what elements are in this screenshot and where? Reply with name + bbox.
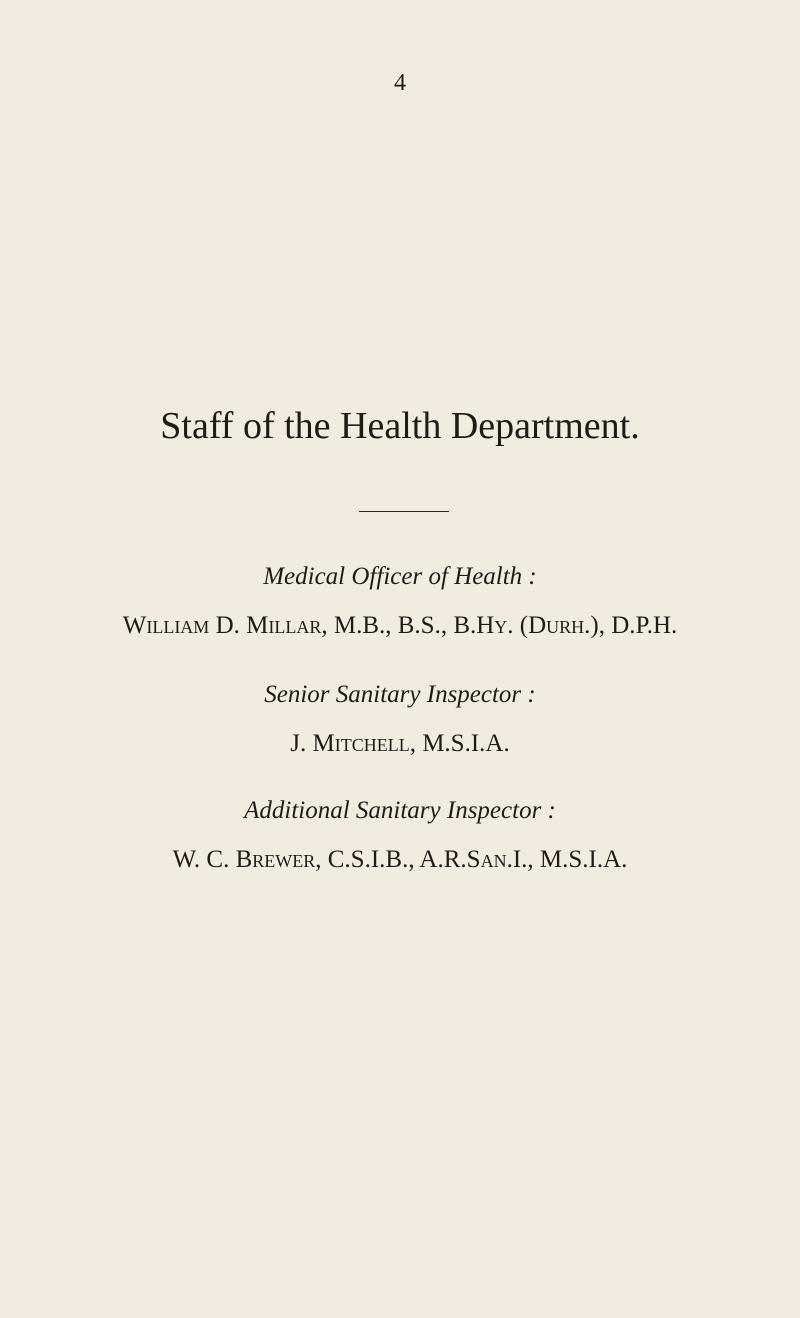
staff-name-senior-inspector: J. Mitchell, M.S.I.A. <box>290 730 510 757</box>
staff-name-additional-inspector: W. C. Brewer, C.S.I.B., A.R.San.I., M.S.I.A. <box>172 846 628 873</box>
staff-role-medical-officer: Medical Officer of Health : <box>263 563 537 590</box>
staff-name-medical-officer: William D. Millar, M.B., B.S., B.Hy. (Durh.), D.P.H. <box>122 612 678 639</box>
title-divider <box>359 511 449 512</box>
staff-role-senior-inspector: Senior Sanitary Inspector : <box>264 681 536 708</box>
staff-role-additional-inspector: Additional Sanitary Inspector : <box>244 797 556 824</box>
page-number: 4 <box>394 70 406 96</box>
page-title: Staff of the Health Department. <box>160 405 640 447</box>
